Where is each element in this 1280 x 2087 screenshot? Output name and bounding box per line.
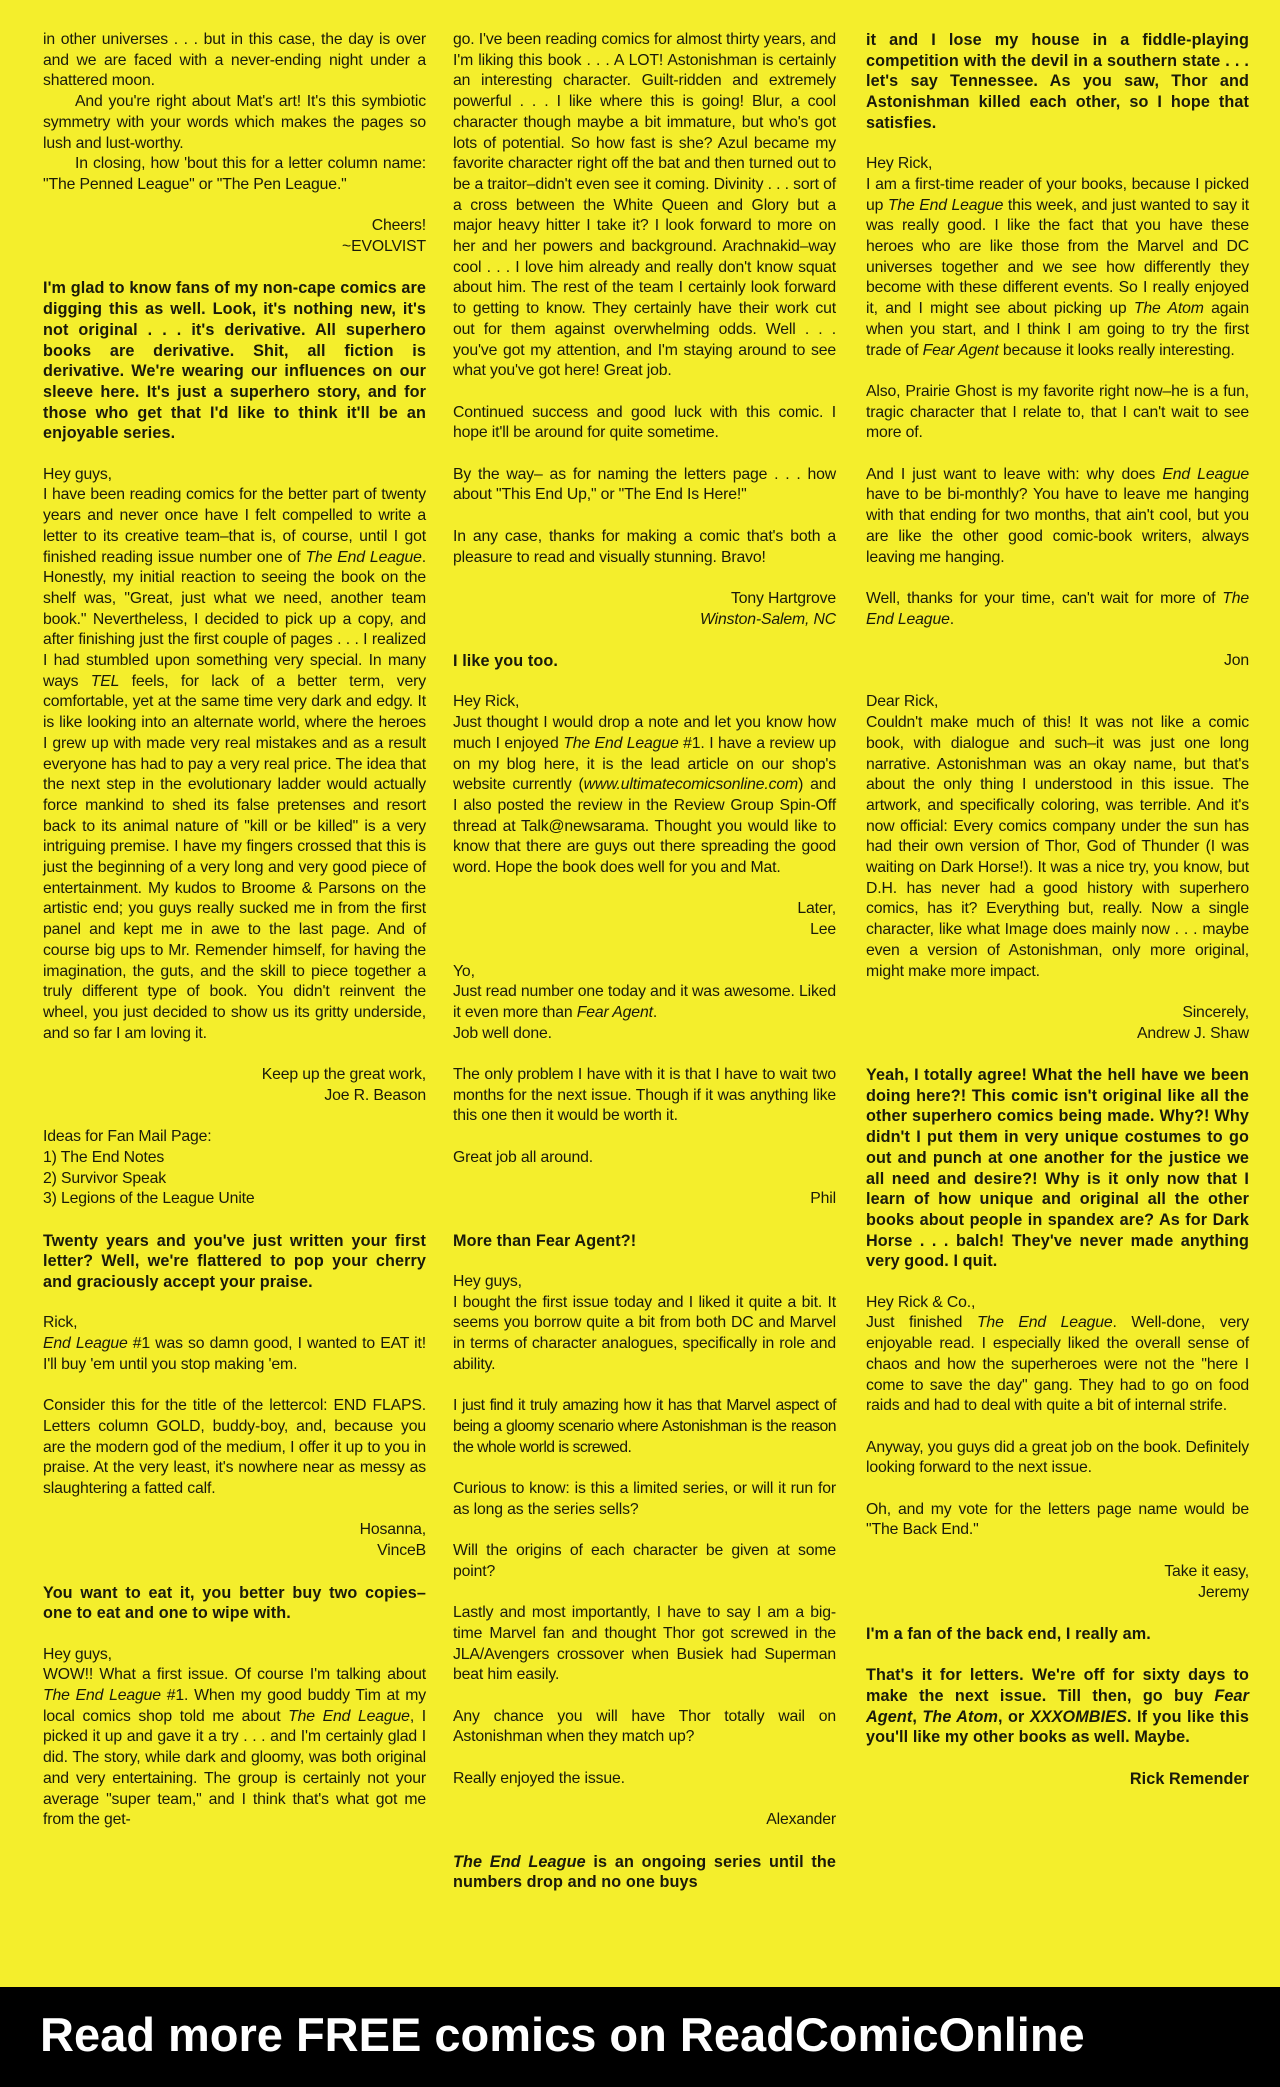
letter-text: Just read number one today and it was awesome. Liked it even more than Fear Agent.	[453, 983, 836, 1021]
letter-text: Great job all around.	[453, 1148, 593, 1166]
letter-greeting: Hey guys,	[43, 465, 112, 483]
promo-banner-text[interactable]: Read more FREE comics on ReadComicOnline	[40, 2008, 1085, 2061]
letter-greeting: Dear Rick,	[866, 693, 939, 711]
letter-text: I am a first-time reader of your books, because I picked up The End League this week, and just wanted to say it was really good. I like the fact that you have these heroes who are like those from the Marvel and DC universes together and we see how differently they become with these different events. So I really enjoyed it, and I might see about picking up The Atom again when you start, and I think I am going to try the first trade of Fear Agent because it looks really interesting.	[866, 175, 1249, 359]
editor-reply: Yeah, I totally agree! What the hell have we been doing here?! This comic isn't original like all the other superhero comics being made. Why?! Why didn't I put them in very unique costumes to go out and punch at one another for the justice we all need and desire?! Why is it only now that I learn of how unique and original all the other books about people in spandex are? As for Dark Horse . . . balch! They've never made anything very good. I quit.	[866, 1066, 1249, 1271]
editor-reply: The End League is an ongoing series until the numbers drop and no one buys	[453, 1852, 836, 1892]
letter-greeting: Hey Rick & Co.,	[866, 1293, 976, 1311]
letter-signature: Take it easy, Jeremy	[1164, 1562, 1249, 1601]
editor-reply: Twenty years and you've just written your first letter? Well, we're flattered to pop your cherry and graciously accept your praise.	[43, 1231, 426, 1292]
editor-reply: I'm glad to know fans of my non-cape comics are digging this as well. Look, it's nothing new, it's not original . . . it's derivative. All superhero books are derivative. Shit, all fiction is derivative. We're wearing our influences on our sleeve here. It's just a superhero story, and for those who get that I'd like to think it'll be an enjoyable series.	[43, 279, 426, 443]
letter-text: Really enjoyed the issue.	[453, 1769, 625, 1787]
closing-note: That's it for letters. We're off for sixty days to make the next issue. Till then, go buy Fear Agent, The Atom, or XXXOMBIES. If you like this you'll like my other books as well. Maybe.	[866, 1666, 1249, 1747]
idea-item: 3) Legions of the League Unite	[43, 1190, 255, 1208]
letter-greeting: Yo,	[453, 962, 475, 980]
letter-text: End League #1 was so damn good, I wanted to EAT it! I'll buy 'em until you stop making 'em.	[43, 1335, 427, 1373]
letter-text: Oh, and my vote for the letters page name would be "The Back End."	[866, 1500, 1249, 1539]
letter-text: By the way– as for naming the letters page . . . how about "This End Up," or "The End Is Here!"	[453, 465, 836, 504]
letters-column-2	[453, 30, 836, 1914]
letter-signature: Jon	[1223, 652, 1249, 670]
letter-text: And you're right about Mat's art! It's this symbiotic symmetry with your words which makes the pages so lush and lust-worthy.	[43, 93, 426, 152]
letter-text: In closing, how 'bout this for a letter column name: "The Penned League" or "The Pen League."	[43, 155, 426, 193]
letter-signature: Tony Hartgrove Winston-Salem, NC	[699, 589, 836, 628]
editor-reply: I like you too.	[453, 652, 558, 671]
promo-banner	[0, 1987, 1280, 2087]
letter-text: The only problem I have with it is that I have to wait two months for the next issue. Though if it was anything like this one then it would be worth it.	[453, 1066, 836, 1125]
letter-text: And I just want to leave with: why does End League have to be bi-monthly? You have to leave me hanging with that ending for two months, that ain't cool, but you are like the other good comic-book writers, always leaving me hanging.	[866, 465, 1249, 566]
letter-signature: Later, Lee	[797, 900, 836, 939]
editor-reply: More than Fear Agent?!	[453, 1231, 637, 1250]
letter-greeting: Hey guys,	[43, 1645, 112, 1663]
idea-item: 1) The End Notes	[43, 1148, 165, 1166]
letter-signature: Keep up the great work, Joe R. Beason	[261, 1066, 426, 1104]
letter-text: I bought the first issue today and I liked it quite a bit. It seems you borrow quite a bit from both DC and Marvel in terms of character analogues, specifically in role and ability.	[453, 1293, 836, 1373]
letter-signature: Phil	[810, 1190, 836, 1208]
letter-greeting: Rick,	[43, 1314, 78, 1332]
letter-greeting: Hey Rick,	[866, 155, 933, 173]
letter-text: Anyway, you guys did a great job on the book. Definitely looking forward to the next issue.	[866, 1438, 1249, 1477]
editor-reply: it and I lose my house in a fiddle-playing competition with the devil in a southern state . . . let's say Tennessee. As you saw, Thor and Astonishman killed each other, so I hope that satisfies.	[866, 31, 1249, 132]
editor-reply: You want to eat it, you better buy two copies–one to eat and one to wipe with.	[43, 1583, 426, 1623]
letter-text: Just thought I would drop a note and let you know how much I enjoyed The End League #1. I have a review up on my blog here, it is the lead article on our shop's website currently (www.ultimatecomicsonline.com) and I also posted the review in the Review Group Spin-Off thread at Talk@newsarama. Thought you would like to know that there are guys out there spreading the good word. Hope the book does well for you and Mat.	[453, 714, 836, 877]
letter-text: WOW!! What a first issue. Of course I'm talking about The End League #1. When my good buddy Tim at my local comics shop told me about The End League, I picked it up and gave it a try . . . and I'm certainly glad I did. The story, while dark and gloomy, was both original and very entertaining. The group is certainly not your average "super team," and I think that's what got me from the get-	[43, 1666, 427, 1829]
letter-signature: Alexander	[766, 1811, 836, 1829]
letter-text: I have been reading comics for the better part of twenty years and never once have I felt compelled to write a letter to its creative team–that is, of course, until I got finished reading issue number one of The End League. Honestly, my initial reaction to seeing the book on the shelf was, "Great, just what we need, another team book." Nevertheless, I decided to pick up a copy, and after finishing just the first couple of pages . . . I realized I had stumbled upon something very special. In many ways TEL feels, for lack of a better term, very comfortable, yet at the same time very dark and edgy. It is like looking into an alternate world, where the heroes I grew up with made very real mistakes and as a result everyone has had to pay a very real price. The idea that the next step in the evolutionary ladder would actually force mankind to shed its false pretenses and resort back to its animal nature of "kill or be killed" is a very intriguing premise. I have my fingers crossed that this is just the beginning of a very long and very good piece of entertainment. My kudos to Broome & Parsons on the artistic end; you guys really sucked me in from the first panel and kept me in awe to the last page. And of course big ups to Mr. Remender himself, for having the imagination, the guts, and the skill to piece together a truly different type of book. You didn't reinvent the wheel, you just decided to show us its gritty underside, and so far I am loving it.	[43, 486, 426, 1042]
letter-text: Job well done.	[453, 1024, 552, 1042]
idea-item: 2) Survivor Speak	[43, 1169, 166, 1187]
letter-text: Lastly and most importantly, I have to say I am a big-time Marvel fan and thought Thor got screwed in the JLA/Avengers crossover when Busiek had Superman beat him easily.	[453, 1604, 836, 1684]
letters-column-1	[43, 30, 426, 1852]
letter-greeting: Hey guys,	[453, 1272, 522, 1290]
letter-signature: Sincerely, Andrew J. Shaw	[1136, 1003, 1249, 1042]
editor-signature: Rick Remender	[1129, 1769, 1249, 1788]
letter-text: Just finished The End League. Well-done, very enjoyable read. I especially liked the overall sense of chaos and how the superheroes were not the "here I come to save the day" gang. They had to go on food raids and had to deal with quite a bit of internal strife.	[866, 1314, 1249, 1415]
letter-text: Continued success and good luck with this comic. I hope it'll be around for quite sometime.	[453, 403, 836, 442]
letters-column-3	[866, 30, 1249, 1810]
letter-signature: Hosanna, VinceB	[359, 1521, 426, 1560]
letter-text: I just find it truly amazing how it has that Marvel aspect of being a gloomy scenario where Astonishman is the reason the whole world is screwed.	[453, 1397, 836, 1456]
letter-text: Any chance you will have Thor totally wail on Astonishman when they match up?	[453, 1707, 836, 1746]
letter-text: go. I've been reading comics for almost thirty years, and I'm liking this book . . . A LOT! Astonishman is certainly an interesting character. Guilt-ridden and extremely powerful . . . I like where this is going! Blur, a cool character though maybe a bit immature, but who's got lots of potential. So how fast is she? Azul became my favorite character right off the bat and then turned out to be a traitor–didn't even see it coming. Divinity . . . sort of a cross between the White Queen and Glory but a major heavy hitter I take it? I look forward to more on her and her powers and background. Arachnakid–way cool . . . I love him already and really don't know squat about him. The rest of the team I certainly look forward to getting to know. They certainly have their work cut out for them against overwhelming odds. Well . . . you've got my attention, and I'm staying around to see what you've got here! Great job.	[453, 31, 836, 380]
letter-signature: Cheers! ~EVOLVIST	[342, 217, 426, 256]
letter-text: In any case, thanks for making a comic that's both a pleasure to read and visually stunning. Bravo!	[453, 527, 836, 566]
ideas-title: Ideas for Fan Mail Page:	[43, 1128, 212, 1146]
letter-text: Consider this for the title of the lettercol: END FLAPS. Letters column GOLD, buddy-boy, and, because you are the modern god of the medium, I offer it up to you in praise. At the very least, it's nowhere near as messy as slaughtering a fatted calf.	[43, 1397, 426, 1498]
letter-text: Will the origins of each character be given at some point?	[453, 1542, 836, 1580]
editor-reply: I'm a fan of the back end, I really am.	[866, 1624, 1151, 1643]
letter-greeting: Hey Rick,	[453, 693, 520, 711]
letter-text: in other universes . . . but in this case, the day is over and we are faced with a never-ending night under a shattered moon.	[43, 31, 426, 90]
letter-text: Also, Prairie Ghost is my favorite right now–he is a fun, tragic character that I relate to, that I can't wait to see more of.	[866, 382, 1249, 442]
letter-text: Well, thanks for your time, can't wait for more of The End League.	[866, 589, 1249, 628]
letter-text: Curious to know: is this a limited series, or will it run for as long as the series sells?	[453, 1479, 836, 1518]
letter-text: Couldn't make much of this! It was not like a comic book, with dialogue and such–it was just one long narrative. Astonishman was an okay name, but that's about the only thing I understood in this issue. The artwork, and specifically coloring, was terrible. And it's now official: Every comics company under the sun has had their own version of Thor, God of Thunder (I was waiting on Dark Horse!). It was a nice try, you know, but D.H. has never had a good history with superhero comics, has it? Everything but, really. Now a single character, like what Image does mainly now . . . maybe even a version of Astonishman, only more original, might make more impact.	[866, 714, 1249, 980]
